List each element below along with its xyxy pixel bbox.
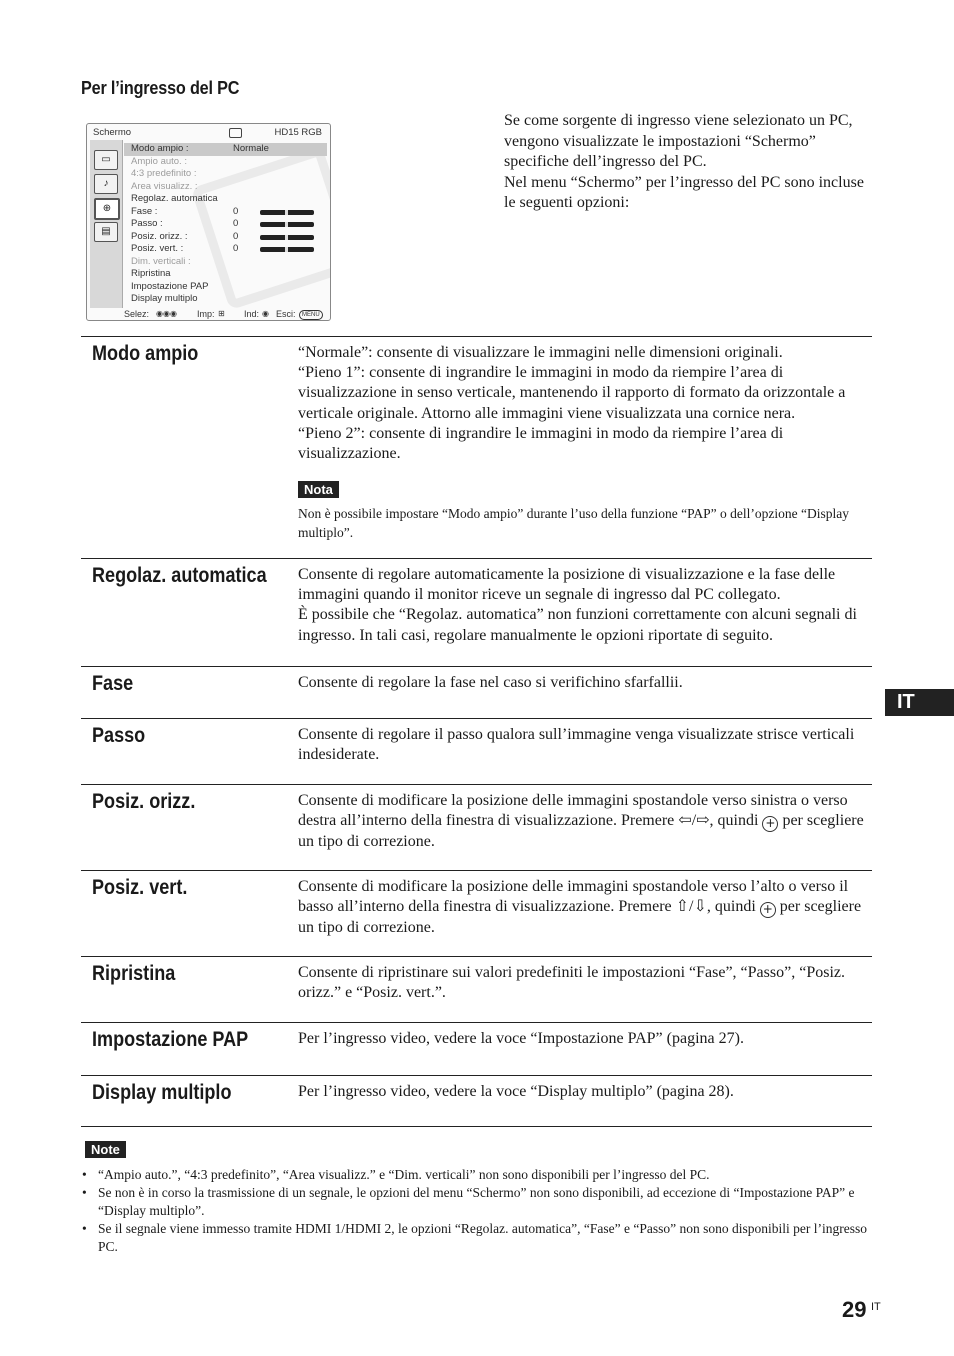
option-title: Posiz. orizz.: [92, 790, 196, 813]
intro-text: [504, 111, 874, 214]
table-row: [81, 1075, 872, 1127]
osd-row: Ampio auto. :: [131, 155, 187, 167]
arrows-icon: ◉◉◉: [156, 309, 177, 318]
table-row: [81, 784, 872, 871]
page-suffix: IT: [871, 1301, 881, 1313]
table-bottom-rule: [81, 1126, 872, 1127]
table-row: [81, 718, 872, 785]
osd-sidebar: [90, 140, 123, 308]
osd-title: Schermo: [93, 127, 132, 138]
intro-paragraph: Nel menu “Schermo” per l’ingresso del PC sono incluse le seguenti opzioni:: [504, 173, 864, 211]
enter-icon: ⊞: [218, 309, 225, 318]
osd-row: Passo : 0: [124, 218, 327, 231]
option-description: Consente di modificare la posizione delle immagini spostandole verso l’alto o verso il basso all’interno della finestra di visualizzazione. Premere ⇧/⇩, quindi + per scegliere un tipo di correzione.: [298, 878, 862, 937]
table-row: [81, 558, 872, 667]
option-title: Fase: [92, 672, 134, 695]
list-item: • Se il segnale viene immesso tramite HDMI 1/HDMI 2, le opzioni “Regolaz. automatica”, “Fase” e “Passo” non sono disponibili per l’ingresso PC.: [81, 1220, 873, 1256]
intro-paragraph: Se come sorgente di ingresso viene selezionato un PC, vengono visualizzate le impostazioni “Schermo” specifiche dell’ingresso del PC.: [504, 112, 853, 170]
set-hint: Imp:: [197, 309, 215, 319]
option-description: Consente di regolare la fase nel caso si verifichino sfarfallii.: [298, 674, 683, 691]
osd-footer: [123, 309, 327, 321]
osd-row: Impostazione PAP: [131, 280, 209, 292]
picture-tab-icon: ▭: [94, 150, 118, 170]
enter-button-icon: +: [760, 902, 776, 918]
setup-tab-icon: ▤: [94, 222, 118, 242]
option-description: Consente di ripristinare sui valori predefiniti le impostazioni “Fase”, “Passo”, “Posiz. orizz.” e “Posiz. vert.”.: [298, 964, 845, 1002]
osd-source: HD15 RGB: [274, 127, 322, 138]
option-description: Consente di regolare il passo qualora sull’immagine venga visualizzate strisce verticali indesiderate.: [298, 726, 855, 764]
table-row: [81, 1022, 872, 1076]
osd-row: Ripristina: [131, 268, 171, 279]
option-title: Ripristina: [92, 962, 176, 985]
option-title: Posiz. vert.: [92, 876, 188, 899]
section-title: Per l’ingresso del PC: [81, 78, 240, 98]
note-text: Non è possibile impostare “Modo ampio” durante l’uso della funzione “PAP” o dell’opzione “Display multiplo”.: [298, 506, 850, 540]
select-hint: Selez:: [124, 309, 150, 319]
osd-row: Area visualizz. :: [131, 180, 198, 192]
option-title: Regolaz. automatica: [92, 564, 267, 587]
back-hint: Ind:: [244, 309, 260, 319]
osd-row: 4:3 predefinito :: [131, 168, 197, 179]
table-row: [81, 336, 872, 559]
note-badge-wrap: [298, 480, 873, 500]
list-item: • Se non è in corso la trasmissione di un segnale, le opzioni del menu “Schermo” non sono disponibili, ad eccezione di “Impostazione PAP” e “Display multiplo”.: [81, 1184, 873, 1220]
osd-header: [93, 127, 322, 139]
option-title: Modo ampio: [92, 342, 199, 365]
option-description: Consente di modificare la posizione delle immagini spostandole verso sinistra o verso destra all’interno della finestra di visualizzazione. Premere ⇦/⇨, quindi + per scegliere un tipo di correzione.: [298, 792, 864, 851]
option-title: Impostazione PAP: [92, 1028, 249, 1051]
option-description: Per l’ingresso video, vedere la voce “Impostazione PAP” (pagina 27).: [298, 1030, 744, 1047]
slider-bar: [260, 222, 314, 227]
osd-row: Dim. verticali :: [131, 255, 191, 267]
option-description: Consente di regolare automaticamente la posizione di visualizzazione e la fase delle immagini quando il monitor riceve un segnale di ingresso dal PC collegato. È possibile che “Regolaz. automatica” non funzioni correttamente con alcuni segnali di ingresso. In tali casi, regolare manualmente le opzioni riportate di seguito.: [298, 566, 857, 644]
osd-list: [124, 141, 327, 306]
menu-button-icon: MENU: [299, 310, 323, 320]
table-row: [81, 870, 872, 957]
enter-button-icon: +: [762, 816, 778, 832]
osd-row: Posiz. orizz. : 0: [124, 231, 327, 244]
osd-menu-screenshot: [86, 123, 331, 321]
osd-row: Modo ampio : Normale: [124, 143, 327, 156]
osd-row: Posiz. vert. : 0: [124, 243, 327, 256]
osd-row: Display multiplo: [131, 293, 198, 304]
screen-tab-icon: ⊕: [94, 198, 120, 220]
language-tab: IT: [885, 689, 954, 716]
page-number: 29: [842, 1297, 867, 1322]
osd-row: Fase : 0: [124, 206, 327, 219]
table-row: [81, 666, 872, 719]
osd-row: Regolaz. automatica: [131, 193, 218, 204]
back-icon: ◉: [262, 309, 269, 318]
option-title: Display multiplo: [92, 1081, 232, 1104]
slider-bar: [260, 247, 314, 252]
note-badge: Nota: [298, 481, 339, 498]
sound-tab-icon: ♪: [94, 174, 118, 194]
option-description: “Normale”: consente di visualizzare le immagini nelle dimensioni originali. “Pieno 1”: consente di ingrandire le immagini in modo da riempire l’area di visualizzazione in senso verticale, mantenendo il rapporto di formato da orizzontale a verticale originale. Attorno alle immagini viene visualizzata una cornice nera. “Pieno 2”: consente di ingrandire le immagini in modo da riempire l’area di visualizzazione. Nota Non è possibile impostare “Modo ampio” durante l’uso della funzione “PAP” o dell’opzione “Display multiplo”.: [298, 343, 873, 542]
slider-bar: [260, 210, 314, 215]
list-item: • “Ampio auto.”, “4:3 predefinito”, “Area visualizz.” e “Dim. verticali” non sono disponibili per l’ingresso del PC.: [81, 1166, 873, 1184]
option-description: Per l’ingresso video, vedere la voce “Display multiplo” (pagina 28).: [298, 1083, 734, 1100]
notes-list: [81, 1166, 873, 1256]
option-title: Passo: [92, 724, 146, 747]
slider-bar: [260, 235, 314, 240]
table-row: [81, 956, 872, 1023]
notes-section: [81, 1141, 873, 1256]
input-icon: [229, 128, 242, 138]
exit-hint: Esci:: [276, 309, 296, 319]
notes-badge: Note: [85, 1141, 126, 1158]
